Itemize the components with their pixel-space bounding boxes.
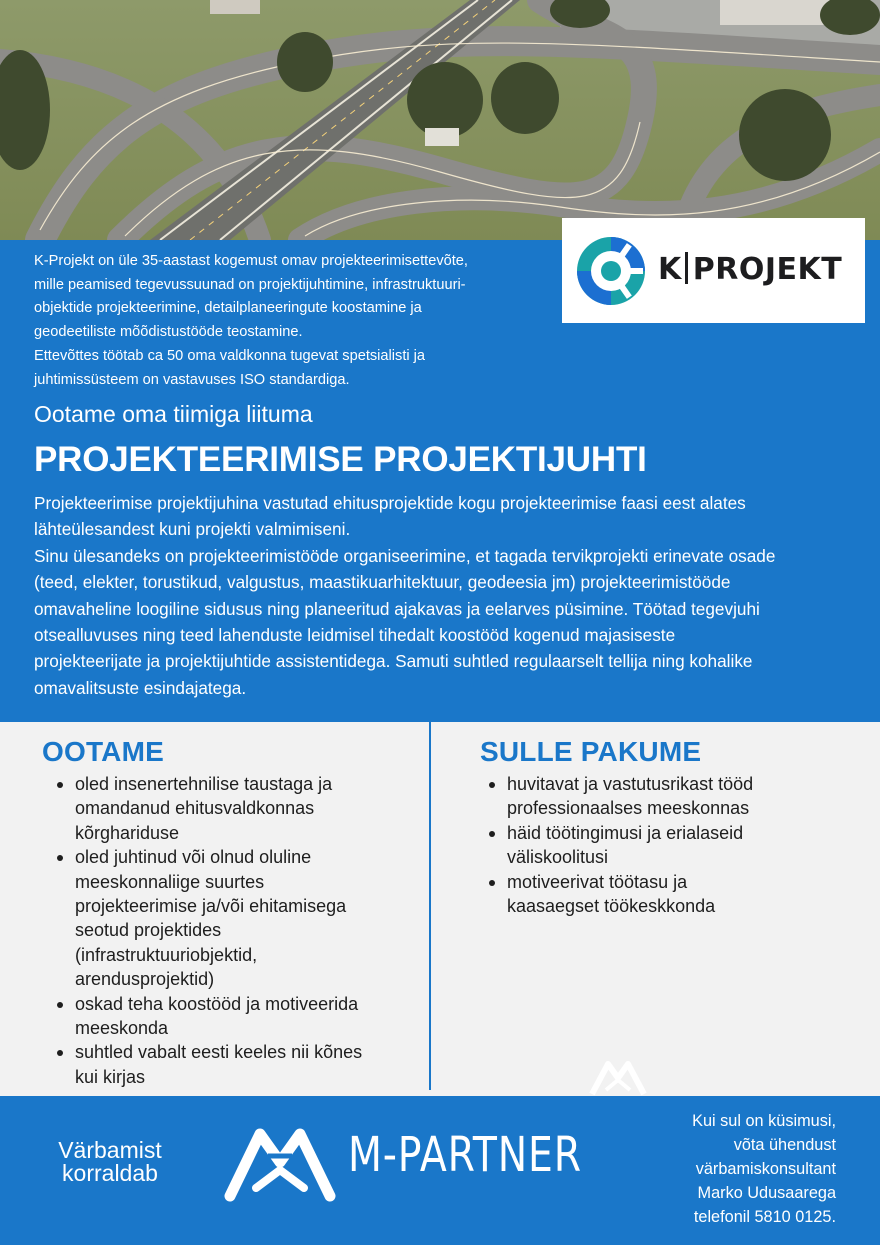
logo-projekt: PROJEKT [692,252,843,287]
contact-info [636,1109,836,1229]
item-line: (infrastruktuuriobjektid, [75,944,258,965]
requirement-item [51,772,411,845]
m-partner-logo-icon [222,1126,338,1202]
contact-line: Kui sul on küsimusi, [692,1112,836,1130]
recruiter-label [44,1139,176,1185]
description-line: Projekteerimise projektijuhina vastutad ehitusprojektide kogu projekteerimise faasi eest alates [34,493,746,513]
offer-item [483,821,823,870]
item-line: meeskonda [75,1018,169,1039]
job-description [34,490,854,701]
item-line: huvitavat ja vastutusrikast tööd [507,774,754,794]
item-line: arendusprojektid) [75,969,215,990]
description-line: otsealluvuses ning teed lahenduste leidmisel tihedalt koostööd kogenud majasiseste [34,625,676,646]
offer-item [483,870,823,919]
item-line: suhtled vabalt eesti keeles nii kõnes [75,1042,363,1063]
k-projekt-wordmark [658,252,842,287]
hero-photo [0,0,880,240]
logo-divider [685,252,688,284]
contact-line: võta ühendust [733,1136,836,1154]
item-line: kaasaegset töökeskkonda [507,896,716,917]
requirement-item [51,845,411,991]
contact-phone: telefonil 5810 0125. [693,1208,836,1226]
intro-line: juhtimissüsteem on vastavuses ISO standardiga. [34,371,350,388]
intro-line: geodeetiliste mõõdistustööde teostamine. [34,324,303,341]
requirement-item [51,1040,411,1089]
offer-heading: SULLE PAKUME [480,736,702,767]
item-line: oled juhtinud või olnud oluline [75,847,312,868]
intro-line: objektide projekteerimine, detailplaneeringute koostamine ja [34,300,422,317]
k-projekt-logo [562,218,865,323]
requirement-item [51,992,411,1041]
description-line: omavalitsuste esindajatega. [34,677,247,698]
company-intro [34,250,554,392]
item-line: kõrghariduse [75,822,180,843]
contact-line: värbamiskonsultant [695,1160,836,1178]
intro-line: Ettevõttes töötab ca 50 oma valdkonna tugevat spetsialisti ja [34,347,426,364]
item-line: kui kirjas [75,1066,146,1087]
m-partner-wordmark: M-PARTNER [348,1127,582,1183]
offer-list [483,772,823,918]
item-line: meeskonnaliige suurtes [75,871,265,892]
requirements-heading: OOTAME [42,736,165,767]
intro-line: mille peamised tegevussuunad on projektijuhtimine, infrastruktuuri- [34,276,466,293]
item-line: seotud projektides [75,920,222,941]
recruit-line: Värbamist [58,1137,162,1163]
job-title: PROJEKTEERIMISE PROJEKTIJUHTI [34,440,647,479]
description-line: Sinu ülesandeks on projekteerimistööde organiseerimine, et tagada tervikprojekti erinevate osade [34,545,776,566]
recruit-line: korraldab [62,1160,158,1186]
item-line: professionaalses meeskonnas [507,798,750,819]
m-partner-watermark-icon [588,1060,648,1096]
item-line: motiveerivat töötasu ja [507,871,688,892]
k-projekt-logo-icon [576,236,646,306]
description-line: lähteülesandest kuni projekti valmimiseni. [34,519,351,540]
offer-item [483,772,823,821]
item-line: häid töötingimusi ja erialaseid [507,822,744,843]
item-line: oled insenertehnilise taustaga ja [75,774,333,794]
requirements-list [51,772,411,1089]
description-line: (teed, elekter, torustikud, valgustus, maastikuarhitektuur, geodeesia jm) projekteerimistööde [34,572,731,593]
logo-k: K [658,252,682,287]
item-line: omandanud ehitusvaldkonnas [75,798,315,819]
item-line: oskad teha koostööd ja motiveerida [75,993,359,1014]
highway-interchange-image [0,0,880,240]
invite-heading: Ootame oma tiimiga liituma [34,401,313,427]
description-line: projekteerijate ja projektijuhtide assistentidega. Samuti suhtled regulaarselt tellija ning kohalike [34,651,753,672]
description-line: omavaheline loogiline sidusus ning planeeritud ajakavas ja eelarves püsimine. Töötad tegevjuhi [34,598,760,619]
column-divider [429,722,431,1090]
item-line: projekteerimise ja/või ehitamisega [75,896,347,917]
intro-line: K-Projekt on üle 35-aastast kogemust omav projekteerimisettevõte, [34,253,468,269]
item-line: väliskoolitusi [507,847,609,868]
contact-line: Marko Udusaarega [697,1184,836,1202]
